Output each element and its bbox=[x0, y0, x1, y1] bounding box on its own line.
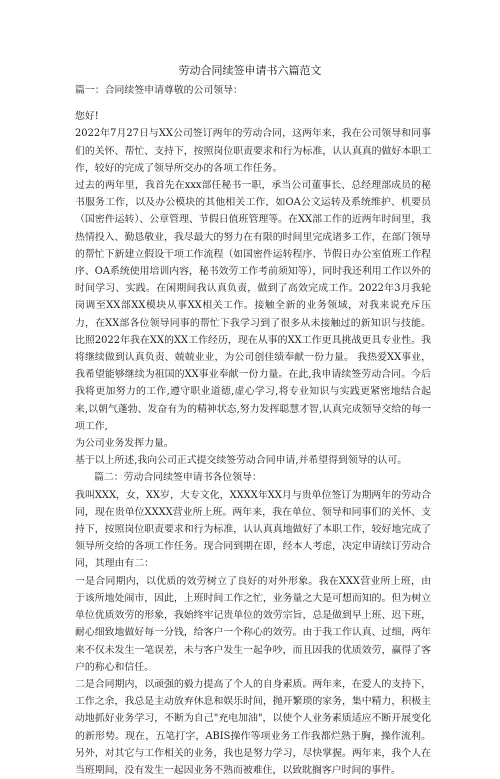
paragraph: 基于以上所述,我向公司正式提交续签劳动合同申请,并希望得到领导的认可。 bbox=[75, 455, 408, 467]
paragraph: 为公司业务发挥力量。 bbox=[75, 438, 174, 450]
salutation: 您好! bbox=[75, 111, 99, 123]
document-title: 劳动合同续签申请书六篇范文 bbox=[178, 64, 322, 77]
paragraph: 二是合同期内，以顽强的毅力提高了个人的自身素质。两年来，在爱人的支持下，工作之余，我总是主动放弃休息和娱乐时间，抛开繁琐的家务，集中精力，积极主动地抓好业务学习，不断为自己"充电加油"，以使个人业务素质适应不断开展变化的新形势。现在，五笔打字，ABIS操作等项业务工作我都烂熟于胸，操作流利。另外，对其它与工作相关的业务，我也是努力学习，尽快掌握。两年来，我个人在当班期间，没有发生一起因业务不熟而被难住，以致眈搁客户时间的事件。 bbox=[75, 678, 431, 776]
document-body bbox=[75, 82, 431, 779]
paragraph: 过去的两年里，我首先在xxx部任秘书一职，承当公司董事长、总经理部成员的秘书服务工作，以及办公模块的其他相关工作，如OA公文运转及系统维护、机要员（国密件运转）、公章管理、节假日值班管理等。在XX部工作的近两年时间里，我热情投入、勤恳敬业，我尽最大的努力在有限的时间里完成诸多工作，在部门领导的帮忙下新建立假设干项工作流程（如国密件运转程序、节假日办公室值班工作程序、OA系统使用培训内容，秘书效劳工作考前须知等），同时我还利用工作以外的时间学习、实践。在闲期间我认真负责，做到了高效完成工作。2022年3月我轮岗调至XX部XX模块从事XX相关工作。接触全新的业务领域，对我来说充斥压力，在XX部各位领导同事的帮忙下我学习到了很多从未接触过的新知识与技能。比照2022年我在XX的XX工作经历，现在从事的XX工作更具挑战更具专业性。我将继续做到认真负责、兢兢业业，为公司创佳绩奉献一份力量。 我热爱XX事业，我希望能够继续为祖国的XX事业奉献一份力量。在此,我申请续签劳动合同。今后我将更加努力的工作,遵守职业道德,虚心学习,将专业知识与实践更紧密地结合起来,以朝气蓬勃、发奋有为的精神状态,努力发挥聪慧才智,认真完成领导交给的每一项工作, bbox=[75, 180, 431, 432]
paragraph: 一是合同期内，以优质的效劳树立了良好的对外形象。我在XXX营业所上班，由于该所地处闹市，因此，上班时间工作之忙，业务量之大是可想而知的。但为树立单位优质效劳的形象，我始终牢记贵单位的效劳宗旨，总是做到早上班、迟下班，耐心细致地做好每一分钱，给客户一个称心的效劳。由于我工作认真、过细，两年来不仅未发生一笔误差，未与客户发生一起争吵，而且因我的优质效劳，赢得了客户的称心和信任。 bbox=[75, 575, 431, 673]
spacer bbox=[75, 99, 431, 108]
paragraph: 2022年7月27日与XX公司签订两年的劳动合同，这两年来，我在公司领导和同事们的关怀、帮忙、支持下，按照岗位职责要求和行为标准，认认真真的做好本职工作，较好的完成了领导所交办的各项工作任务。 bbox=[75, 128, 431, 174]
section-heading-2: 篇二：劳动合同续签申请书各位领导： bbox=[94, 472, 262, 484]
section-heading-1: 篇一：合同续签申请尊敬的公司领导： bbox=[75, 85, 243, 96]
paragraph: 我叫XXX，女，XX岁，大专文化，XXXX年XX月与贵单位签订为期两年的劳动合同，现在贵单位XXXX营业所上班。两年来，我在单位、领导和同事们的关怀、支持下，按照岗位职责要求和行为标准，认认真真地做好了本职工作，较好地完成了领导所交给的各项工作任务。现合同到期在即，经本人考虑，决定申请续订劳动合同，其理由有二： bbox=[75, 489, 431, 570]
